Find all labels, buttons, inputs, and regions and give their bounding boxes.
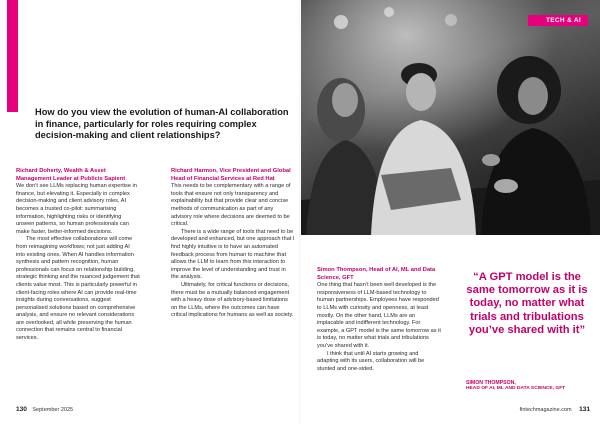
paragraph: There is a wide range of tools that need to be developed and enhanced, but one approach that I find highly intuitive is to have an automated feedback process from human to machine that allows the LLM to learn from this interaction to improve the level of understanding and trust in the analysis. <box>171 228 295 281</box>
photo-illustration <box>301 0 600 235</box>
answer-column-thompson <box>317 267 441 373</box>
byline-doherty: Richard Doherty, Wealth & Asset Management Leader at Publicis Sapient <box>16 168 126 182</box>
section-tag: TECH & AI <box>528 15 588 26</box>
meeting-photo <box>301 0 600 235</box>
paragraph: We don’t see LLMs replacing human expertise in finance, but elevating it. Especially in complex decision-making and client advisory roles, AI becomes a trusted co-pilot: summarising information, highlighting risks or identifying unseen patterns, so human professionals can make faster, better-informed decisions. <box>16 183 137 235</box>
paragraph: One thing that hasn’t been well developed is the responsiveness of LLM-based technology to human partnerships. Employees have responded to LLMs with curiosity and openness, at least mostly. On the other hand, LLMs are an implacable and indifferent technology. For example, a GPT model is the same tomorrow as it is today, no matter what trials and tribulations you’ve shared with it. <box>317 282 441 349</box>
answer-column-harmon <box>171 168 295 320</box>
footer-left <box>16 406 73 413</box>
paragraph: I think that until AI starts growing and adapting with its users, collaboration will be stunted and one-sided. <box>317 350 425 372</box>
paragraph: The most effective collaborations will come from reimagining workflows; not just adding AI into existing ones. When AI handles information synthesis and pattern recognition, human professionals can focus on relationship building, strategic thinking and the nuanced judgement that clients value most. This is particularly powerful in client-facing roles where AI can provide real-time insights during conversations, suggest personalised solutions based on comprehensive analysis, and ensure no relevant considerations are overlooked, all while preserving the human connection that remains central to financial services. <box>16 236 140 342</box>
byline-thompson: Simon Thompson, Head of AI, ML and Data Science, GFT <box>317 267 436 281</box>
paragraph: Ultimately, for critical functions or decisions, there must be a mutually balanced engagement with a heavy dose of advisory-based limitations on the LLMs, where the outcomes can have critical implications for humans as well as society. <box>171 281 294 319</box>
paragraph: This needs to be complementary with a range of tools that ensure not only transparency and explainability but that provide clear and concise methods of communication as part of any advisory role where decisions are deemed to be critical. <box>171 183 291 228</box>
byline-harmon: Richard Harmon, Vice President and Global Head of Financial Services at Red Hat <box>171 168 291 182</box>
issue-date: September 2025 <box>32 407 74 413</box>
page-number-right: 131 <box>579 406 590 413</box>
pull-quote-attribution <box>466 380 596 392</box>
answer-column-doherty <box>16 168 140 343</box>
pink-accent-bar <box>7 0 18 112</box>
pull-quote: “A GPT model is the same tomorrow as it is today, no matter what trials and tribulations you’ve shared with it” <box>466 271 588 336</box>
quote-author: SIMON THOMPSON, <box>466 380 516 386</box>
page-number-left: 130 <box>16 406 27 413</box>
quote-author-role: HEAD OF AI, ML AND DATA SCIENCE, GFT <box>466 386 566 392</box>
website: fintechmagazine.com <box>519 407 572 413</box>
footer-right <box>520 406 590 413</box>
interview-question: How do you view the evolution of human-AI collaboration in finance, particularly for roles requiring complex decision-making and client relationships? <box>35 107 289 140</box>
